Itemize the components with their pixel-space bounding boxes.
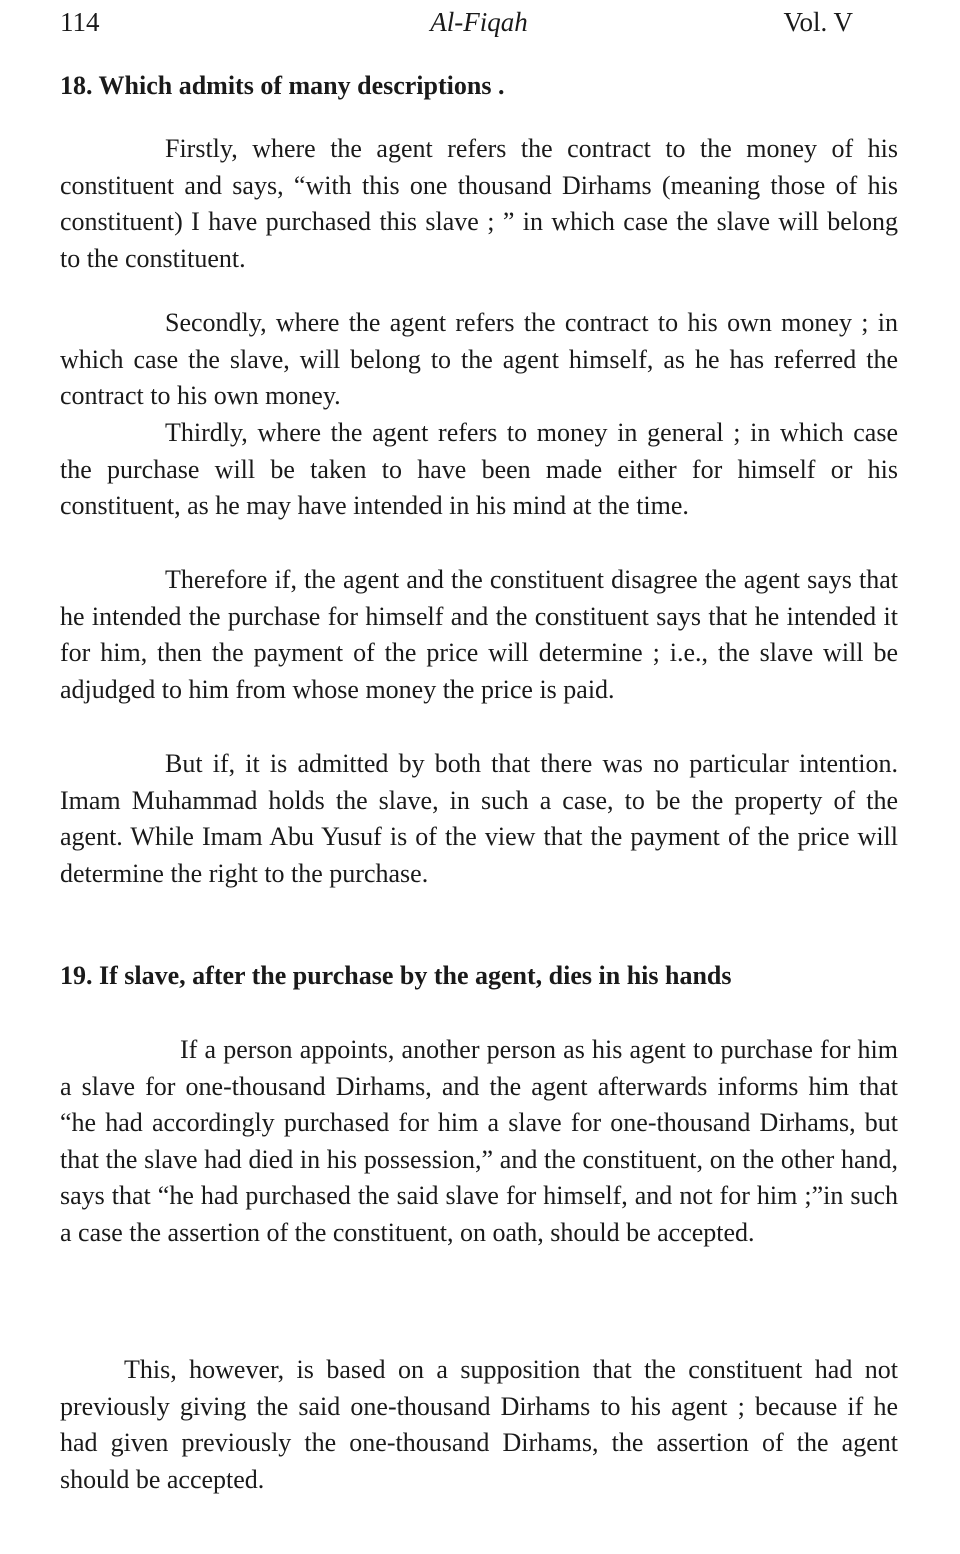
paragraph: But if, it is admitted by both that there was no particular intention. Imam Muhammad holds the slave, in such a case, to be the property of the agent. While Imam Abu Yusuf is of the view that the payment of the price will determine the right to the purchase. [60, 749, 898, 888]
section-heading-18: 18. Which admits of many descriptions . [60, 71, 505, 100]
book-title: Al-Fiqah [430, 7, 528, 37]
section-heading-19: 19. If slave, after the purchase by the agent, dies in his hands [60, 961, 732, 990]
document-page [60, 0, 898, 1554]
paragraph: Firstly, where the agent refers the contract to the money of his constituent and says, “with this one thousand Dirhams (meaning those of his constituent) I have purchased this slave ; ” in which case the slave will belong to the constituent. [60, 134, 898, 273]
paragraph: If a person appoints, another person as his agent to purchase for him a slave for one-thousand Dirhams, and the agent afterwards informs him that “he had accordingly purchased for him a slave for one-thousand Dirhams, but that the slave had died in his possession,” and the constituent, on the other hand, says that “he had purchased the said slave for himself, and not for him ;”in such a case the assertion of the constituent, on oath, should be accepted. [60, 1035, 898, 1247]
paragraph: Therefore if, the agent and the constituent disagree the agent says that he intended the purchase for himself and the constituent says that he intended it for him, then the payment of the price will determine ; i.e., the slave will be adjudged to him from whose money the price is paid. [60, 565, 898, 704]
running-header [60, 4, 898, 44]
paragraph: Secondly, where the agent refers the contract to his own money ; in which case the slave, will belong to the agent himself, as he has referred the contract to his own money. [60, 308, 898, 411]
page-number: 114 [60, 7, 100, 37]
paragraph: Thirdly, where the agent refers to money in general ; in which case the purchase will be taken to have been made either for himself or his constituent, as he may have intended in his mind at the time. [60, 418, 898, 521]
volume-label: Vol. V [783, 7, 853, 37]
paragraph: This, however, is based on a supposition that the constituent had not previously giving the said one-thousand Dirhams to his agent ; because if he had given previously the one-thousand Dirhams, the assertion of the agent should be accepted. [60, 1355, 898, 1494]
